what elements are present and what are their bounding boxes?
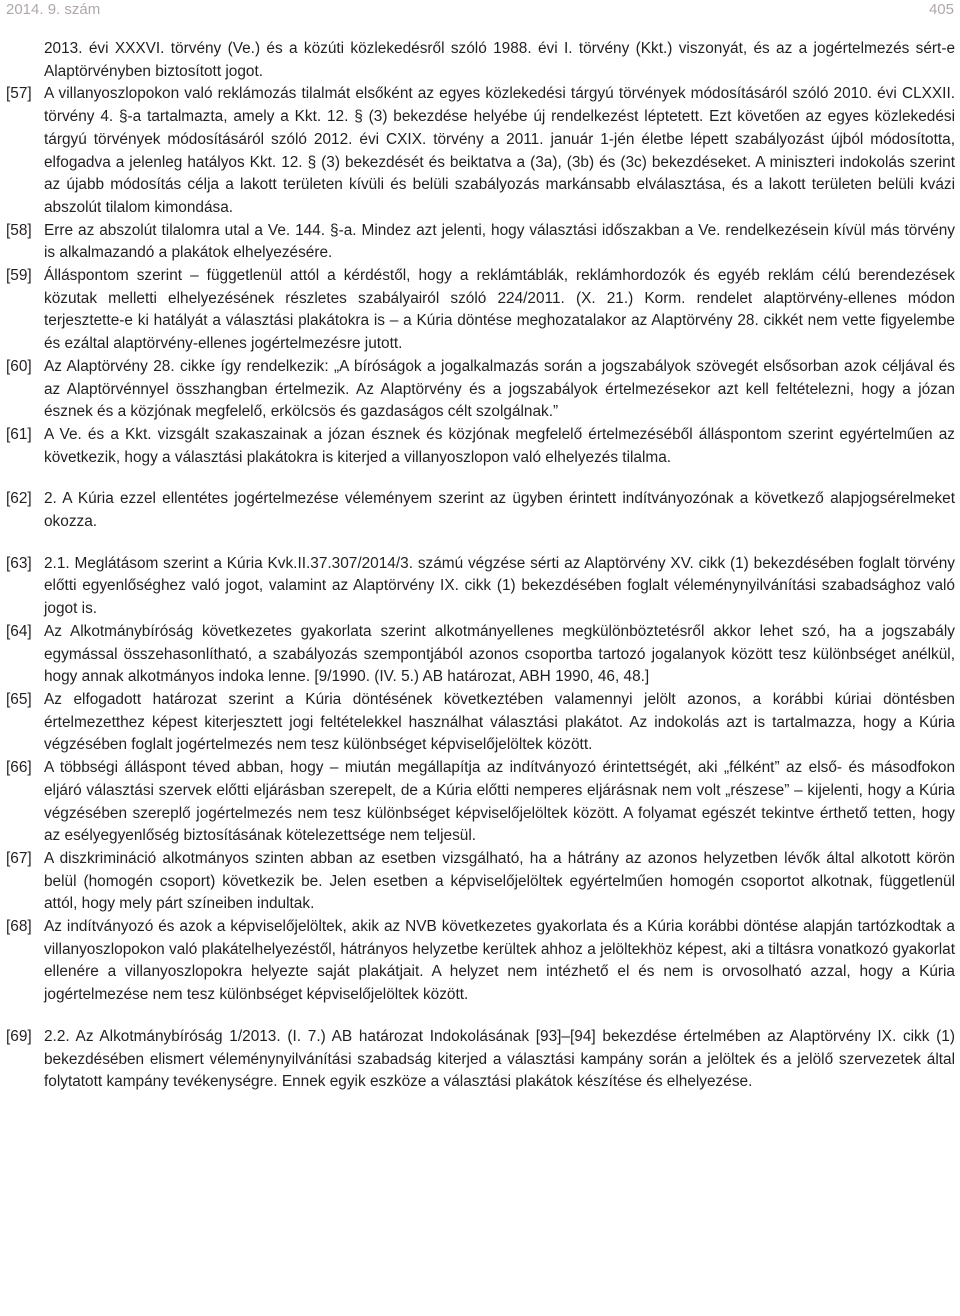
paragraph-number: [66] <box>6 759 32 777</box>
paragraph-text: 2013. évi XXXVI. törvény (Ve.) és a közúti közlekedésről szóló 1988. évi I. törvény (Kkt.) viszonyát, és az a jogértelmezés sért-e Alaptörvényben biztosított jogot. <box>44 40 955 80</box>
paragraph <box>6 757 955 848</box>
paragraph <box>6 553 955 621</box>
paragraph-text: Az indítványozó és azok a képviselőjelöltek, akik az NVB következetes gyakorlata és a Kúria korábbi döntése alapján tartózkodtak a villanyoszlopokon való plakátelhelyezéstől, hátrányos helyzetbe kerültek ahhoz a jelöltekhöz képest, aki a tiltásra vonatkozó gyakorlat ellenére a villanyoszlopokra helyezte saját plakátjait. A helyzet nem intézhető el és nem is orvosolható azzal, hogy a Kúria jogértelmezése nem tesz különbséget képviselőjelöltek között. <box>44 918 955 1004</box>
paragraph-text: A Ve. és a Kkt. vizsgált szakaszainak a józan észnek és közjónak megfelelő értelmezéséből álláspontom szerint egyértelműen az következik, hogy a választási plakátokra is kiterjed a villanyoszlopon való elhelyezés tilalma. <box>44 425 955 466</box>
paragraph-text: Álláspontom szerint – függetlenül attól a kérdéstől, hogy a reklámtáblák, reklámhordozók és egyéb reklám célú berendezések közutak melletti elhelyezésének részletes szabályairól szóló 224/2011. (X. 21.) Korm. rendelet alaptörvény-ellenes módon terjesztette-e ki hatályát a választási plakátokra is – a Kúria döntése meghozatalakor az Alaptörvény 28. cikkét nem vette figyelembe és ezáltal alaptörvény-ellenes jogértelmezésre jutott. <box>44 267 955 353</box>
paragraph-number: [63] <box>6 554 32 572</box>
paragraph-number: [61] <box>6 425 32 443</box>
paragraph <box>6 83 955 219</box>
paragraph-text: 2. A Kúria ezzel ellentétes jogértelmezése véleményem szerint az ügyben érintett indítványozónak a következő alapjogsérelmeket okozza. <box>44 490 955 531</box>
paragraph-text: Erre az abszolút tilalomra utal a Ve. 144. §-a. Mindez azt jelenti, hogy választási időszakban a Ve. rendelkezésein kívül más törvény is alkalmazandó a plakátok elhelyezésére. <box>44 221 955 262</box>
paragraph-text: 2.1. Meglátásom szerint a Kúria Kvk.II.37.307/2014/3. számú végzése sérti az Alaptörvény XV. cikk (1) bekezdésében foglalt törvény előtti egyenlőséghez való jogot, valamint az Alaptörvény IX. cikk (1) bekezdésében foglalt véleménynyilvánítási szabadsághoz való jogot is. <box>44 554 955 618</box>
paragraph-number: [58] <box>6 221 32 239</box>
paragraph <box>6 38 955 83</box>
paragraph-text: A többségi álláspont téved abban, hogy – miután megállapítja az indítványozó érintettségét, aki „félként” az első- és másodfokon eljáró választási szervek előtti eljárásban szerepelt, de a Kúria előtti nemperes eljárásnak nem volt „részese” – kijelenti, hogy a Kúria végzésében szereplő jogértelmezés nem tesz különbséget képviselőjelöltek között. A folyamat egészét tekintve érthető tetten, hogy az esélyegyenlőség biztosításának kötelezettsége nem teljesül. <box>44 759 955 845</box>
paragraph-number: [69] <box>6 1027 32 1045</box>
paragraph <box>6 689 955 757</box>
paragraph-number: [67] <box>6 849 32 867</box>
page-number: 405 <box>928 1 954 18</box>
paragraph <box>6 220 955 265</box>
issue-label: 2014. 9. szám <box>6 1 101 18</box>
paragraph-number: [62] <box>6 490 32 508</box>
paragraph-number: [57] <box>6 85 32 103</box>
paragraph-text: Az Alaptörvény 28. cikke így rendelkezik: „A bíróságok a jogalkalmazás során a jogszabályok szövegét elsősorban azok céljával és az Alaptörvénnyel összhangban értelmezik. Az Alaptörvény és a jogszabályok értelmezésekor azt kell feltételezni, hogy a józan észnek és a közjónak megfelelő, erkölcsös és gazdaságos célt szolgálnak.” <box>44 357 955 421</box>
paragraph-number: [59] <box>6 267 32 285</box>
paragraph-number <box>6 38 44 83</box>
paragraph-text: A villanyoszlopokon való reklámozás tilalmát elsőként az egyes közlekedési tárgyú törvények módosításáról szóló 2010. évi CLXXII. törvény 4. §-a tartalmazta, amely a Kkt. 12. § (3) bekezdése helyébe új rendelkezést léptetett. Ezt követően az egyes közlekedési tárgyú törvények módosításáról szóló 2012. évi CXIX. törvény a 2011. január 1-jén életbe lépett szabályozást újból módosította, elfogadva a jelenleg hatályos Kkt. 12. § (3) bekezdését és beiktatva a (3a), (3b) és (3c) bekezdéseket. A miniszteri indokolás szerint az újabb módosítás célja a lakott területen kívüli és belüli szabályozás markánsabb elválasztása, és a lakott területen belüli kvázi abszolút tilalom kimondása. <box>44 85 955 216</box>
paragraph <box>6 356 955 424</box>
paragraph <box>6 848 955 916</box>
paragraph-text: 2.2. Az Alkotmánybíróság 1/2013. (I. 7.) AB határozat Indokolásának [93]–[94] bekezdése értelmében az Alaptörvény IX. cikk (1) bekezdésében elismert véleménynyilvánítási szabadság kiterjed a választási kampány során a jelöltek és a jelölő szervezetek által folytatott kampány tevékenységre. Ennek egyik eszköze a választási plakátok készítése és elhelyezése. <box>44 1027 955 1091</box>
paragraph-text: Az Alkotmánybíróság következetes gyakorlata szerint alkotmányellenes megkülönböztetésről akkor lehet szó, ha a jogszabály egymással összehasonlítható, a szabályozás szempontjából azonos csoportba tartozó jogalanyok között tesz különbséget anélkül, hogy annak alkotmányos indoka lenne. [9/1990. (IV. 5.) AB határozat, ABH 1990, 46, 48.] <box>44 622 955 686</box>
paragraph-number: [60] <box>6 357 32 375</box>
paragraph <box>6 265 955 356</box>
paragraph-text: A diszkrimináció alkotmányos szinten abban az esetben vizsgálható, ha a hátrány az azonos helyzetben lévők által alkotott körön belül (homogén csoport) következik be. Jelen esetben a képviselőjelöltek egyértelműen homogén csoportot alkotnak, függetlenül attól, hogy mely párt színeiben indultak. <box>44 849 955 913</box>
document-body <box>6 38 955 1094</box>
paragraph-number: [68] <box>6 918 32 936</box>
paragraph-number: [64] <box>6 622 32 640</box>
paragraph <box>6 916 955 1007</box>
paragraph <box>6 1026 955 1094</box>
paragraph-number: [65] <box>6 690 32 708</box>
paragraph <box>6 621 955 689</box>
paragraph <box>6 424 955 469</box>
paragraph <box>6 488 955 533</box>
running-header <box>0 0 960 22</box>
paragraph-text: Az elfogadott határozat szerint a Kúria döntésének következtében valamennyi jelölt azonos, a korábbi kúriai döntésben értelmezetthez képest kiterjesztett jogi feltételekkel használhat választási plakátot. Az indokolás azt is tartalmazza, hogy a Kúria végzésében foglalt jogértelmezés nem tesz különbséget képviselőjelöltek között. <box>44 690 955 754</box>
